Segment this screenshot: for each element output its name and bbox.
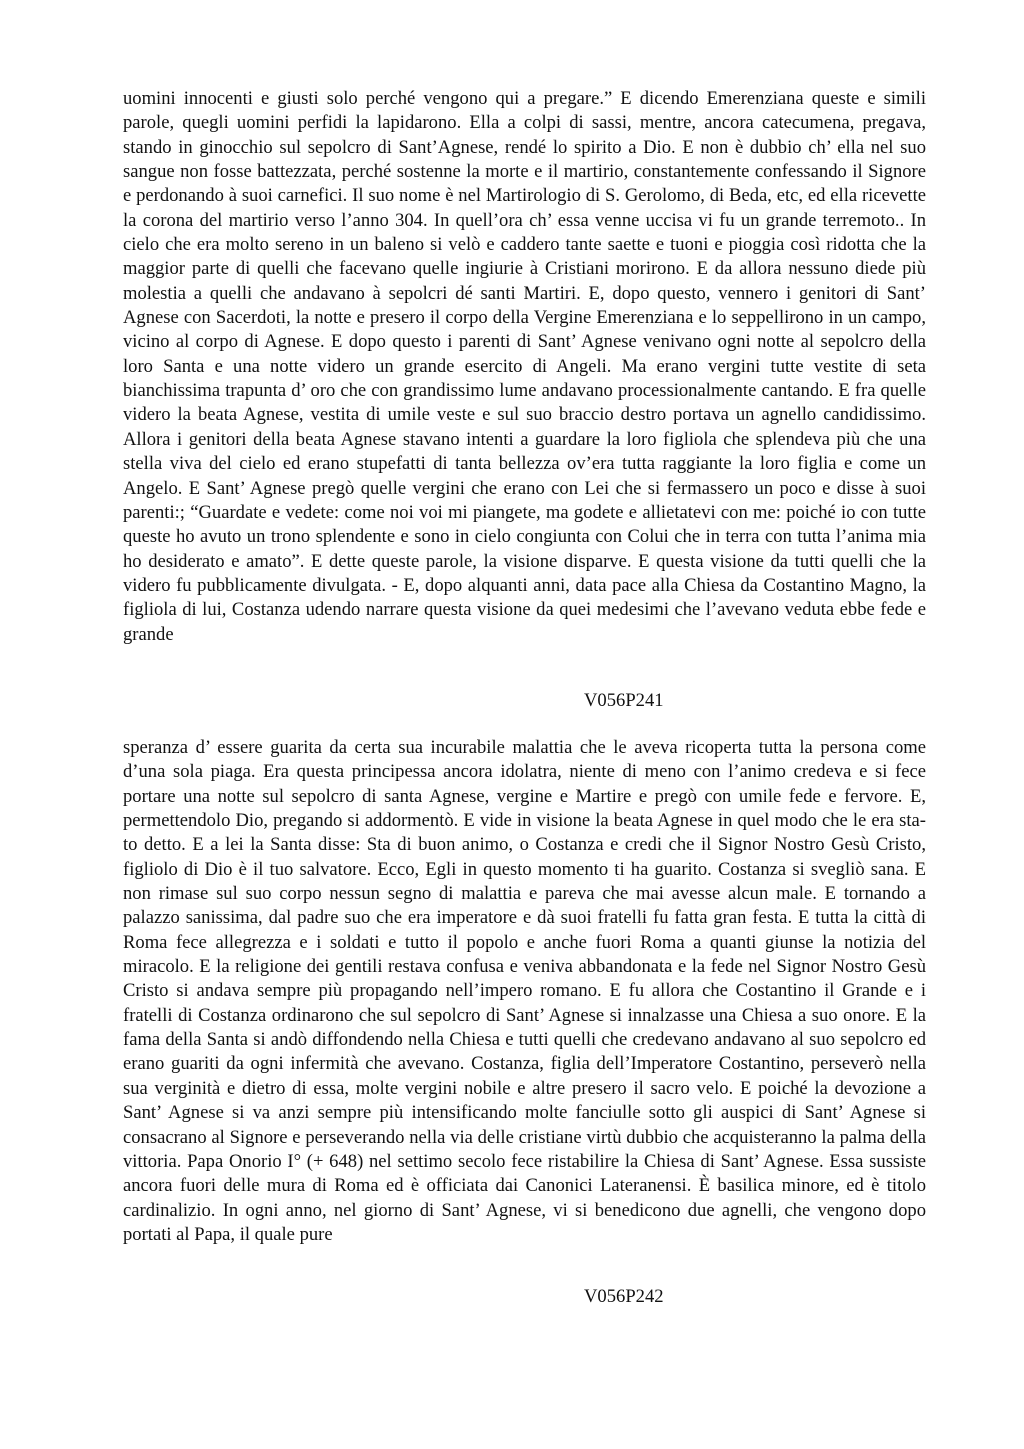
folio-label-2: V056P242	[584, 1286, 664, 1307]
folio-label-1: V056P241	[584, 690, 664, 711]
body-paragraph-1: uomini innocenti e giusti solo perché vengono qui a pregare.” E dicendo Emerenziana queste e simili parole, quegli uomini perfidi la lapidarono. Ella a colpi di sassi, mentre, ancora catecumena, pregava, stando in ginocchio sul sepolcro di Sant’Agnese, rendé lo spirito a Dio. E non è dubbio ch’ ella nel suo sangue non fosse battezzata, perché sostenne la morte e il martirio, constantemente confessando il Signore e perdonando à suoi carnefici. Il suo nome è nel Martirologio di S. Gerolomo, di Beda, etc, ed ella ricevette la corona del martirio verso l’anno 304. In quell’ora ch’ essa venne uccisa vi fu un grande terremoto.. In cielo che era molto sereno in un baleno si velò e caddero tante saette e tuoni e pioggia così ridotta che la maggior parte di quelli che facevano quelle ingiurie à Cristiani morirono. E da allora nessuno diede più molestia a quelli che andavano à sepolcri dé santi Martiri. E, dopo questo, vennero i genitori di Sant’ Agnese con Sacerdoti, la notte e presero il corpo della Vergine Emerenziana e lo seppellirono in un campo, vicino al corpo di Agnese. E dopo questo i parenti di Sant’ Agnese venivano ogni notte al sepolcro della loro Santa e una notte videro un grande esercito di Angeli. Ma erano vergini tutte vestite di seta bianchissima trapunta d’ oro che con grandissimo lume andavano processionalmente cantando. E fra quelle videro la beata Agnese, vestita di umile veste e sul suo braccio destro portava un agnello candidissimo. Allora i genitori della beata Agnese stavano intenti a guardare la loro figliola che splendeva più che una stella viva del cielo ed erano stupefatti di tanta bellezza ov’era tutta raggiante la loro figlia e come un Angelo. E Sant’ Agnese pregò quelle vergini che erano con Lei che si fermassero un poco e disse à suoi parenti:; “Guardate e vedete: come noi voi mi piangete, ma godete e allietatevi con me: poiché io con tutte queste ho avuto un trono splendente e sono in cielo congiunta con Colui che in terra con tutta l’anima mia ho desiderato e amato”. E dette queste parole, la visione disparve. E questa visione da tutti quelli che la videro fu pubblicamente divulgata. - E, dopo alquanti anni, data pace alla Chiesa da Costantino Magno, la figliola di lui, Costanza udendo narrare questa visione da quei medesimi che l’avevano veduta ebbe fede e grande	[123, 88, 926, 645]
body-paragraph-2: speranza d’ essere guarita da certa sua incurabile malattia che le aveva ricoperta tutta la persona come d’una sola piaga. Era questa principessa ancora idolatra, niente di meno con l’animo credeva e si fece portare una notte sul sepolcro di santa Agnese, vergine e Martire e pregò con umile fede e fervore. E, permettendolo Dio, pregando si addormentò. E vide in visione la beata Agnese in quel modo che le era sta- to detto. E a lei la Santa disse: Sta di buon animo, o Costanza e credi che il Signor Nostro Gesù Cristo, figliolo di Dio è il tuo salvatore. Ecco, Egli in questo momento ti ha guarito. Costanza si svegliò sana. E non rimase sul suo corpo nessun segno di malattia e pareva che mai avesse alcun male. E tornando a palazzo sanissima, dal padre suo che era imperatore e dà suoi fratelli fu fatta gran festa. E tutta la città di Roma fece allegrezza e i soldati e tutto il popolo e anche fuori Roma a quanti giunse la notizia del miracolo. E la religione dei gentili restava confusa e veniva abbandonata e la fede nel Signor Nostro Gesù Cristo si andava sempre più propagando nell’impero romano. E fu allora che Costantino il Grande e i fratelli di Costanza ordinarono che sul sepolcro di Sant’ Agnese si innalzasse una Chiesa a suo onore. E la fama della Santa si andò diffondendo nella Chiesa e tutti quelli che credevano andavano al suo sepolcro ed erano guariti da ogni infermità che avevano. Costanza, figlia dell’Imperatore Costantino, perseverò nella sua verginità e dietro di essa, molte vergini nobile e altre presero il sacro velo. E poiché la devozione a Sant’ Agnese si va anzi sempre più intensificando molte fanciulle sotto gli auspici di Sant’ Agnese si consacrano al Signore e perseverando nella via delle cristiane virtù dubbio che acquisteranno la palma della vittoria. Papa Onorio I° (+ 648) nel settimo secolo fece ristabilire la Chiesa di Sant’ Agnese. Essa sussiste ancora fuori delle mura di Roma ed è officiata dai Canonici Lateranensi. È basilica minore, ed è titolo cardinalizio. In ogni anno, nel giorno di Sant’ Agnese, vi si benedicono due agnelli, che vengono dopo portati al Papa, il quale pure	[123, 737, 926, 1245]
